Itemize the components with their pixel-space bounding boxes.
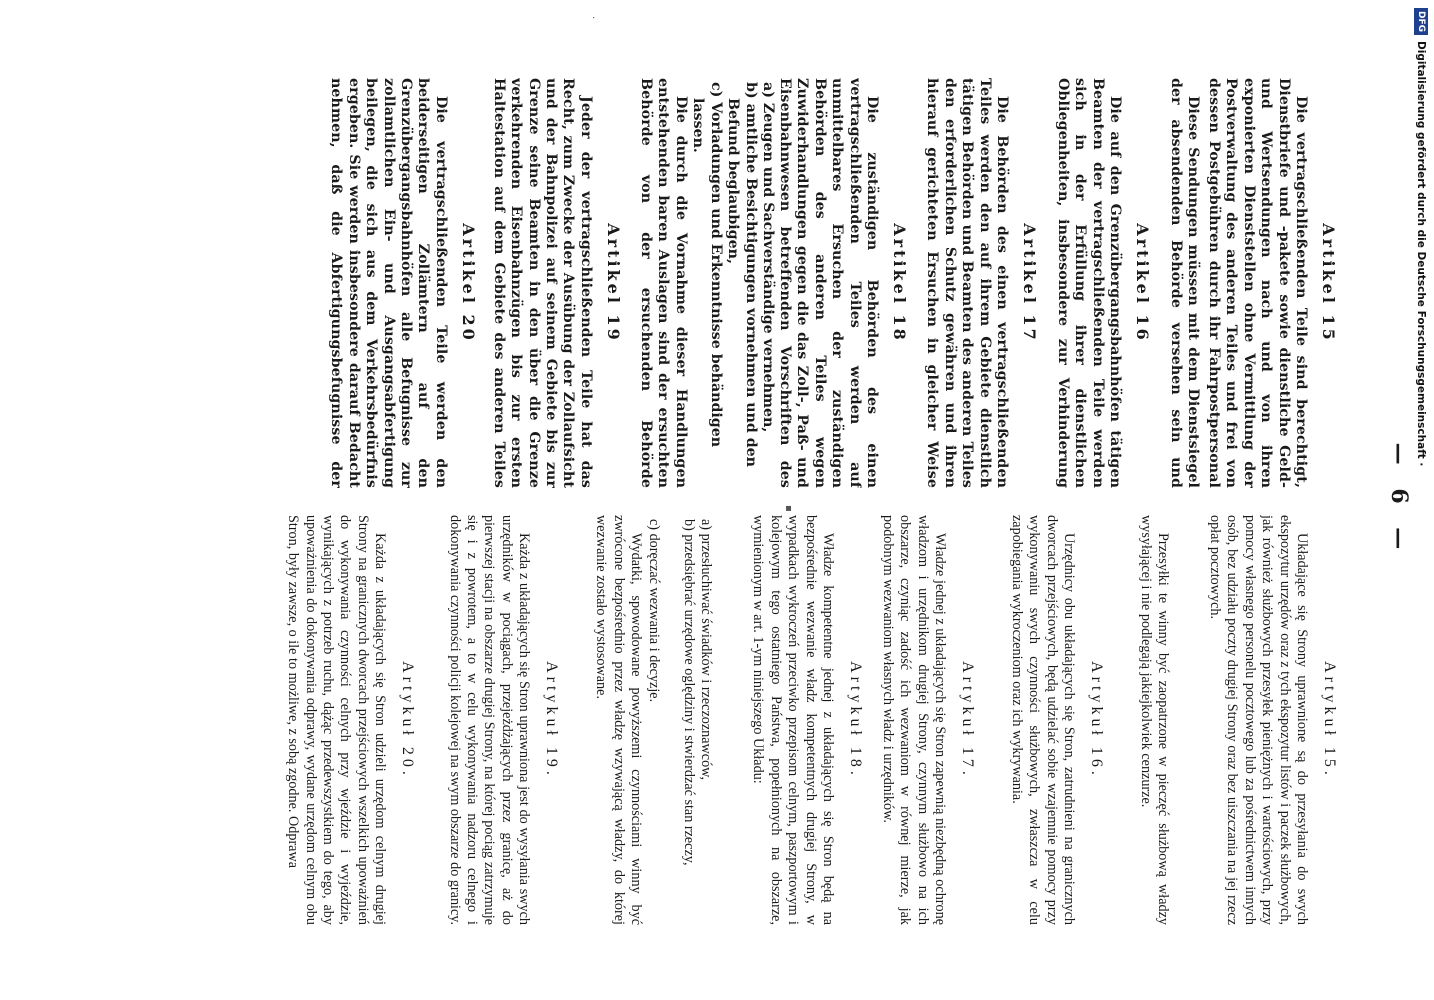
article-title: Artykuł 18. (847, 661, 864, 779)
list-item: b) przedsiębrać urzędowe oględziny i stwierdzać stan rzeczy, (680, 519, 697, 866)
digitisation-notice: Digitalisierung gefördert durch die Deutsche Forschungsgemeinschaft · (1415, 41, 1427, 467)
german-article-18 (637, 78, 909, 488)
list-item: a) Zeugen und Sachverständige vernehmen, (760, 82, 776, 433)
article-title: Artikel 19 (603, 223, 623, 343)
article-paragraph: Die vertragschließenden Teile werden den beiderseitigen Zollämtern auf den Grenzübergangsbahnhöfen alle Befugnisse zur zollamtlichen Ein- und Ausgangsabfertigung beilegen, die sich aus dem Verkehrsbedürfnis ergeben. Sie werden insbesondere darauf Bedacht nehmen, daß die Abfertigungsbefugnisse der (328, 78, 449, 488)
article-title: Artykuł 16. (1088, 661, 1105, 779)
german-article-19 (490, 78, 623, 488)
article-paragraph: Die vertragschließenden Teile sind berechtigt, Dienstbriefe und -pakete sowie dienstliche Geld- und Wertsendungen nach und von ihren exponierten Dienststellen ohne Vermittlung der Postverwaltung des anderen Teiles und frei von dessen Postgebühren durch ihr Fahrpostpersonal (1205, 78, 1309, 488)
article-paragraph: Układające się Strony uprawnione są do przesyłania do swych ekspozytur urzędów oraz z tych ekspozytur listów i paczek służbowych, jak również służbowych przesyłek pieniężnych i wartościowych, przy pomocy własnego personelu pocztowego lub za pośrednictwem innych osób, bez udziału poczty drugiej Strony oraz bez uiszczania na jej rzecz opłat pocztowych. (1206, 515, 1310, 925)
article-title: Artikel 20 (458, 223, 478, 343)
article-paragraph: Jeder der vertragschließenden Teile hat das Recht, zum Zwecke der Ausübung der Zollaufsicht und der Bahnpolizei auf seinem Gebiete bis zur Grenze seine Beamten in den über die Grenze verkehrenden Eisenbahnzügen bis zur ersten Haltestation auf dem Gebiete des anderen Teiles (490, 78, 594, 488)
article-paragraph: Urzędnicy obu układających się Stron, zatrudnieni na granicznych dworcach przejściowych, będą udzielać sobie wzajemnie pomocy przy wykonywaniu swych czynności służbowych, zwłaszcza w celu zapobiegania wykroczeniom oraz ich wykrywania. (1008, 515, 1077, 925)
list-item: c) doręczać wezwania i decyzje. (645, 519, 662, 703)
article-title: Artikel 16 (1133, 223, 1152, 343)
polish-column (266, 515, 1338, 925)
article-paragraph: Die auf den Grenzübergangsbahnhöfen tätigen Beamten der vertragschließenden Teile werden sich in der Erfüllung ihrer dienstlichen Obliegenheiten, insbesondere zur Verhinderung (1054, 78, 1123, 488)
article-paragraph: Każda z układających się Stron uprawniona jest do wysyłania swych urzędników w pociągach, przejeżdżających przez granicę, aż do pierwszej stacji na obszarze drugiej Strony, na której pociąg zatrzymuje się i z powrotem, a to w celu wykonywania nadzoru celnego i dokonywania czynności policji kolejowej na swym obszarze do granicy. (446, 515, 533, 925)
article-title: Artykuł 19. (543, 661, 561, 779)
german-article-20 (327, 78, 478, 488)
scan-speck: ▪ (783, 505, 794, 512)
article-title: Artykuł 20. (399, 661, 417, 779)
polish-article-15 (1119, 515, 1338, 925)
german-article-16 (1053, 78, 1152, 488)
article-title: Artikel 18 (890, 223, 909, 343)
article-paragraph: Die durch die Vornahme dieser Handlungen entstehenden baren Auslagen sind der ersuchten Behörde von der ersuchenden Behörde (637, 78, 689, 488)
article-paragraph: Władze jednej z układających się Stron zapewnią niezbędną ochronę władzom i urzędnikom drugiej Strony, czynnym służbowo na ich obszarze, czyniąc zadość ich wezwaniom w równej mierze, jak podobnym wezwaniom własnych władz i urzędników. (879, 515, 948, 925)
page-number: — 6 — (1386, 442, 1412, 558)
article-paragraph: Przesyłki te winny być zaopatrzone w pieczęć służbową władzy wysyłającej i nie podlegają jakiejkolwiek cenzurze. (1137, 515, 1171, 925)
article-paragraph: Wydatki, spowodowane powyższemi czynnościami winny być zwrócone bezpośrednio przez władzę wzywającą władzy, do której wezwanie zostało wystosowane. (593, 515, 645, 925)
german-article-15 (1166, 78, 1338, 488)
article-list (689, 78, 776, 488)
scan-speck: · (587, 16, 598, 20)
article-title: Artikel 17 (1020, 223, 1039, 343)
polish-article-19 (428, 515, 560, 925)
polish-article-17 (878, 515, 976, 925)
article-paragraph: Diese Sendungen müssen mit dem Dienstsiegel der absendenden Behörde versehen sein und (1167, 78, 1201, 488)
digitisation-strip (1413, 8, 1429, 992)
article-paragraph: Die Behörden des einen vertragschließenden Teiles werden den auf ihrem Gebiete dienstlich tätigen Behörden und Beamten des anderen Teiles den erforderlichen Schutz gewähren und ihren hierauf gerichteten Ersuchen in gleicher Weise (924, 78, 1010, 488)
article-title: Artykuł 15. (1321, 661, 1338, 779)
article-list (644, 515, 714, 925)
dfg-logo: DFG (1414, 8, 1428, 35)
article-paragraph: Władze kompetentne jednej z układających się Stron będą na bezpośrednie wezwanie władz kompetentnych drugiej Strony, w wypadkach wykroczeń przeciwko przepisom celnym, paszportowym i kolejowym tego ostatniego Państwa, popełnionych na obszarze, wymienionym w art. 1-ym niniejszego Układu: (750, 515, 836, 925)
list-item: c) Vorladungen und Erkenntnisse behändigen lassen. (690, 82, 724, 448)
article-title: Artikel 15 (1319, 223, 1338, 343)
list-item: b) amtliche Besichtigungen vornehmen und den Befund beglaubigen, (725, 82, 759, 467)
article-paragraph: Każda z układających się Stron udzieli urzędom celnym drugiej Strony na granicznych dworcach przejściowych wszelkich upoważnień do wykonywania czynności celnych przy wjeździe i wyjeździe, wynikających z potrzeb ruchu, dążąc przedewszystkiem do tego, aby upoważnienia do dokonywania odprawy, wydane urzędom celnym obu Stron, były zawsze, o ile to możliwe, z sobą zgodne. Odprawa (285, 515, 389, 925)
polish-article-18 (574, 515, 864, 925)
article-title: Artykuł 17. (959, 661, 976, 779)
article-paragraph: Die zuständigen Behörden des einen vertragschließenden Teiles werden auf unmittelbares Ersuchen der zuständigen Behörden des anderen Teiles wegen Zuwiderhandlungen gegen die das Zoll-, Paß- und Eisenbahnwesen betreffenden Vorschriften des (776, 78, 880, 488)
polish-article-20 (266, 515, 416, 925)
polish-article-16 (990, 515, 1105, 925)
german-column (327, 78, 1338, 488)
list-item: a) przesłuchiwać świadków i rzeczoznawców, (698, 519, 714, 781)
german-article-17 (923, 78, 1039, 488)
